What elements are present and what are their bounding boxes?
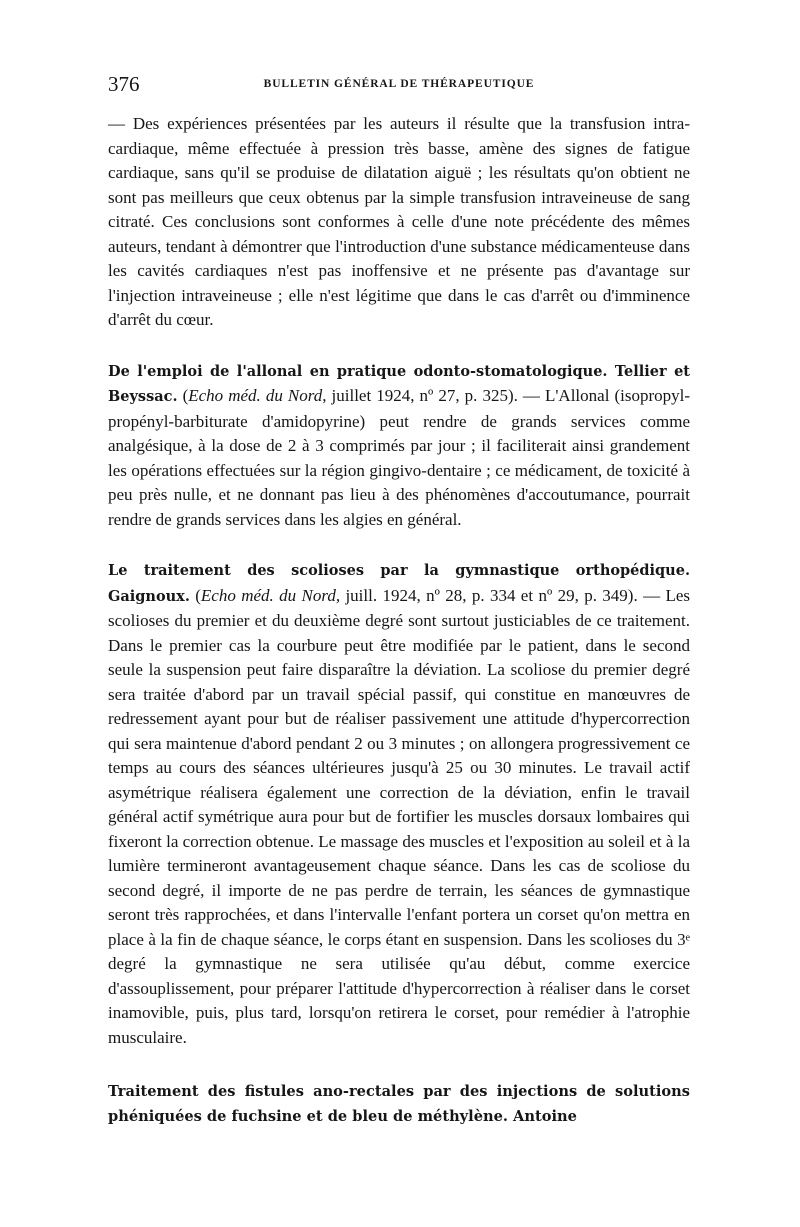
entry-allonal-journal: Echo méd. du Nord,: [188, 386, 327, 405]
entry-fistules-title: Traitement des fistules ano-rectales par des injections de solutions phéniquées de fuchsine et de bleu de méthylène. Antoine: [108, 1083, 690, 1125]
entry-allonal: [108, 359, 690, 533]
entry-allonal-citation-open: (: [182, 386, 189, 405]
entry-scolioses-journal: Echo méd. du Nord,: [200, 585, 341, 605]
entry-scolioses-title: Le traitement des scolioses par la gymnastique orthopédique. Gaignoux.: [108, 562, 690, 605]
paragraph-continuation: — Des expériences présentées par les auteurs il résulte que la transfusion intra-cardiaque, même effectuée à pression très basse, amène des signes de fatigue cardiaque, sans qu'il se produise de dilatation aiguë ; les résultats qu'on obtient ne sont pas meilleurs que ceux obtenus par la simple transfusion intraveineuse de sang citraté. Ces conclusions sont conformes à celle d'une note précédente des mêmes auteurs, tendant à démontrer que l'introduction d'une substance médicamenteuse dans les cavités cardiaques n'est pas inoffensive et ne présente pas d'avantage sur l'injection intraveineuse ; elle n'est légitime que dans le cas d'arrêt ou d'imminence d'arrêt du cœur.: [108, 114, 690, 329]
entry-scolioses: [108, 558, 690, 1050]
entry-scolioses-citation-open: (: [195, 585, 201, 605]
page: [108, 72, 690, 1172]
page-number: 376: [108, 72, 140, 96]
entry-scolioses-body: Les scolioses du premier et du deuxième degré sont surtout justiciables de ce traitement. Dans le premier cas la courbure peut être modifiée par le patient, dans le second seule la suspension peut faire disparaître la déviation. La scoliose du premier degré sera traitée d'abord par un travail spécial passif, qui constitue en manœuvres de redressement ayant pour but de réaliser passivement une attitude d'hypercorrection qui sera maintenue d'abord pendant 2 ou 3 minutes ; on allongera progressivement ce temps au cours des séances ultérieures jusqu'à 25 ou 30 minutes. Le travail actif asymétrique réalisera également une correction de la déviation, enfin le travail général actif symétrique aura pour but de fortifier les muscles dorsaux lombaires qui fixeront la correction obtenue. Le massage des muscles et l'exposition au soleil et à la lumière termineront avantageusement chaque séance. Dans les cas de scoliose du second degré, il importe de ne pas perdre de terrain, les séances de gymnastique seront très rapprochées, et dans l'intervalle l'enfant portera un corset qu'on mettra en place à la fin de chaque séance, le corps étant en suspension. Dans les scolioses du 3ᵉ degré la gymnastique ne sera utilisée qu'au début, comme exercice d'assouplissement, pour préparer l'attitude d'hypercorrection à réaliser dans le corset inamovible, puis, plus tard, lorsqu'on retirera le corset, pour remédier à l'atrophie musculaire.: [108, 585, 691, 1047]
entry-scolioses-citation-rest: juill. 1924, nº 28, p. 334 et nº 29, p. 349). —: [340, 585, 661, 605]
running-title: BULLETIN GÉNÉRAL DE THÉRAPEUTIQUE: [263, 78, 535, 90]
entry-allonal-citation-rest: juillet 1924, nº 27, p. 325). —: [326, 386, 540, 405]
entry-allonal-body: L'Allonal (isopropyl-propényl-barbiturate d'amidopyrine) peut rendre de grands services comme analgésique, à la dose de 2 à 3 comprimés par jour ; il faciliterait ainsi grandement les opérations effectuées sur la région gingivo-dentaire ; ce médicament, de toxicité à peu près nulle, et ne donnant pas lieu à des phénomènes d'accoutumance, pourrait rendre de grands services dans les algies en général.: [108, 386, 691, 529]
entry-allonal-title: De l'emploi de l'allonal en pratique odonto-stomatologique. Tellier et Beyssac.: [108, 362, 690, 405]
running-header: [108, 72, 690, 102]
